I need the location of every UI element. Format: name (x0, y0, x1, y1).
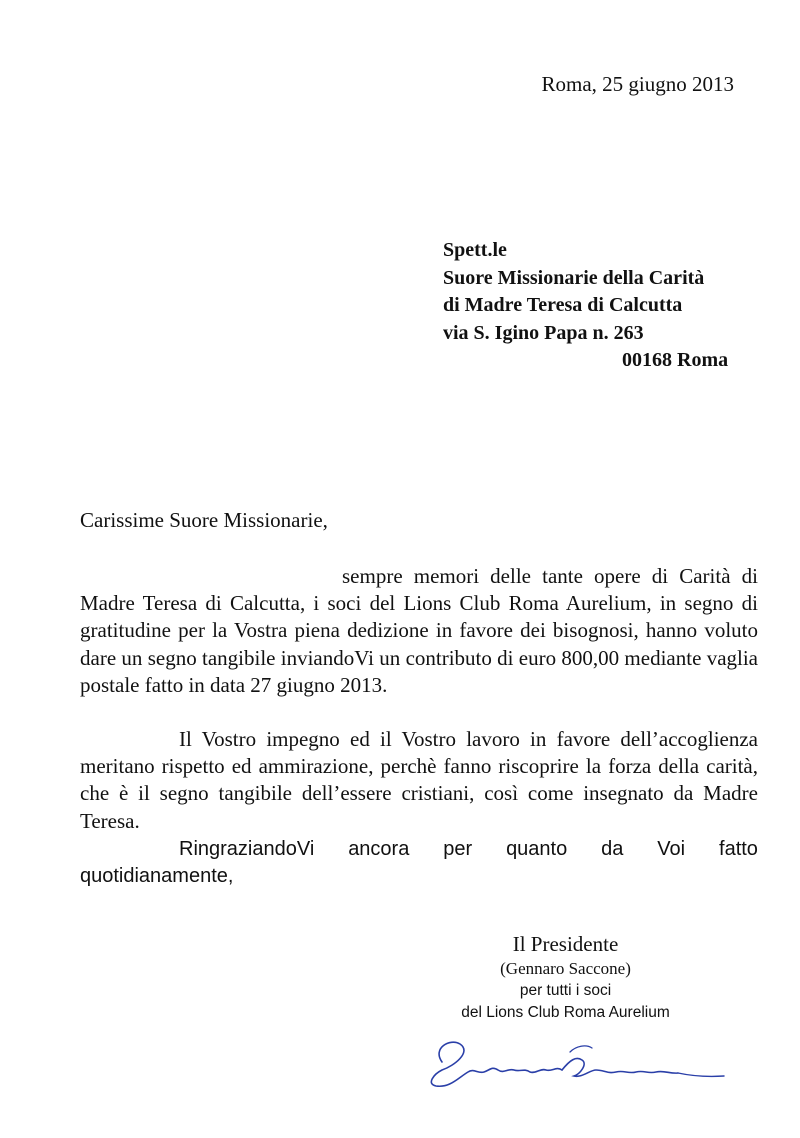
closing-word: per (443, 838, 473, 860)
closing-word: RingraziandoVi (179, 838, 315, 860)
closing-line-1 (80, 836, 758, 863)
recipient-line-organization-2: di Madre Teresa di Calcutta (443, 294, 683, 316)
signatory-name: (Gennaro Saccone) (500, 959, 631, 978)
recipient-line-salutation: Spett.le (443, 239, 507, 261)
closing-word: quanto (506, 838, 568, 860)
signatory-title: Il Presidente (512, 932, 619, 956)
letter-salutation: Carissime Suore Missionarie, (80, 508, 328, 532)
recipient-line-street: via S. Igino Papa n. 263 (443, 321, 644, 344)
closing-paragraph (80, 836, 758, 890)
signatory-subtitle-2: del Lions Club Roma Aurelium (461, 1004, 670, 1021)
closing-word: da (601, 838, 624, 860)
closing-word: ancora (348, 838, 410, 860)
handwritten-signature (420, 1030, 730, 1100)
closing-line-2: quotidianamente, (80, 865, 234, 887)
recipient-line-organization: Suore Missionarie della Carità (443, 266, 705, 289)
recipient-address (443, 237, 728, 375)
closing-word: fatto (719, 838, 758, 860)
closing-word: Voi (657, 838, 686, 860)
signature-block (433, 931, 698, 1024)
recipient-line-city: 00168 Roma (622, 349, 729, 371)
letter-date: Roma, 25 giugno 2013 (541, 72, 734, 96)
body-paragraph-1: sempre memori delle tante opere di Carità di Madre Teresa di Calcutta, i soci del Lions Club Roma Aurelium, in segno di gratitudine per la Vostra piena dedizione in favore dei bisognosi, hanno voluto dare un segno tangibile inviandoVi un contributo di euro 800,00 mediante vaglia postale fatto in data 27 giugno 2013. (80, 564, 758, 697)
body-paragraph-2: Il Vostro impegno ed il Vostro lavoro in favore dell’accoglienza meritano rispetto ed ammirazione, perchè fanno riscoprire la forza della carità, che è il segno tangibile dell’essere cristiani, così come insegnato da Madre Teresa. (80, 727, 758, 833)
signatory-subtitle-1: per tutti i soci (519, 982, 612, 999)
